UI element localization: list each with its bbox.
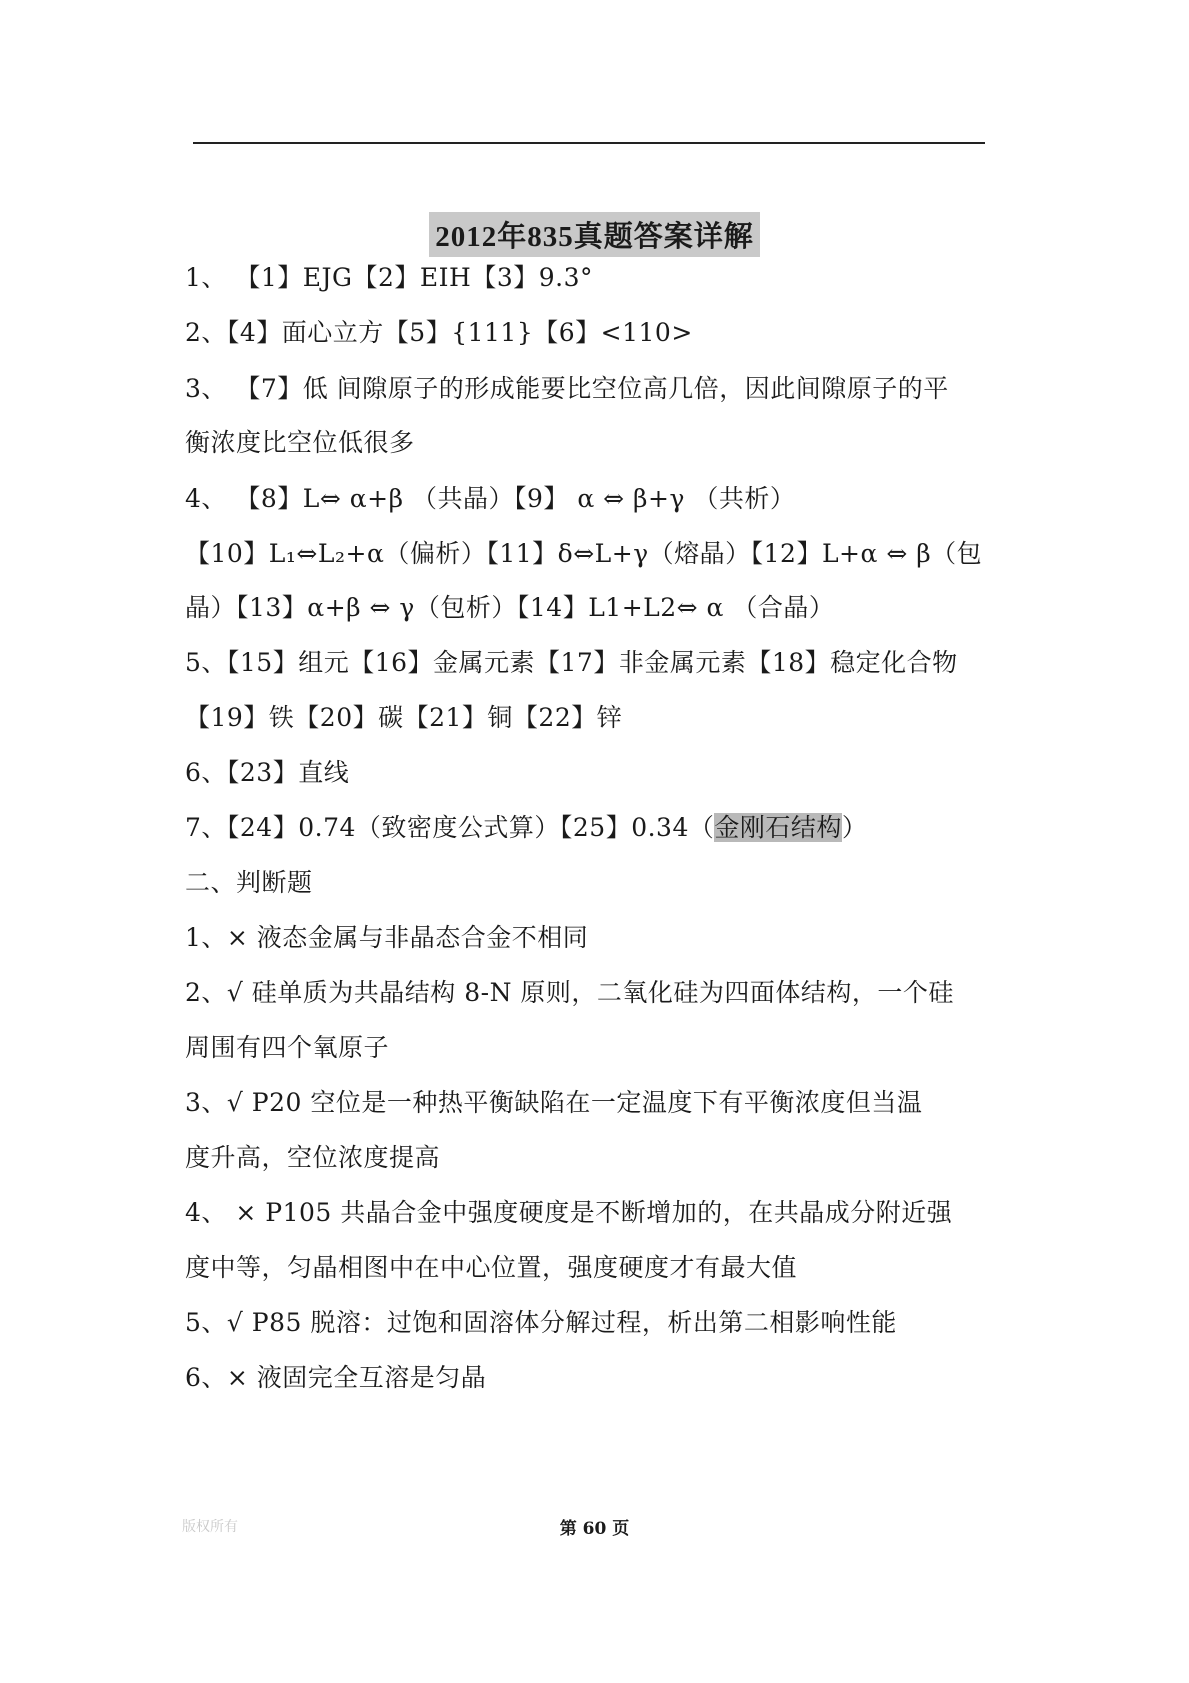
answer-line-2: 2、【4】面心立方【5】{111}【6】<110> — [185, 318, 693, 347]
judgement-line-6: 6、× 液固完全互溶是匀晶 — [185, 1363, 487, 1392]
answer-line-5: 5、【15】组元【16】金属元素【17】非金属元素【18】稳定化合物 — [185, 648, 958, 677]
answer-line-7-tail: ） — [841, 813, 868, 842]
answer-line-4-cont-1: 【10】L₁⇔L₂+α（偏析）【11】δ⇔L+γ（熔晶）【12】L+α ⇔ β（包 — [185, 539, 983, 568]
footer-copyright: 版权所有 — [182, 1519, 238, 1535]
section-heading-judgement: 二、判断题 — [185, 868, 313, 897]
judgement-line-4-cont: 度中等，匀晶相图中在中心位置，强度硬度才有最大值 — [185, 1253, 798, 1282]
judgement-line-3: 3、√ P20 空位是一种热平衡缺陷在一定温度下有平衡浓度但当温 — [185, 1088, 923, 1117]
highlighted-text: 金刚石结构 — [714, 813, 842, 842]
answer-line-3: 3、 【7】低 间隙原子的形成能要比空位高几倍，因此间隙原子的平 — [185, 374, 949, 403]
answer-line-5-cont: 【19】铁【20】碳【21】铜【22】锌 — [185, 703, 623, 732]
answer-line-3-cont: 衡浓度比空位低很多 — [185, 428, 415, 457]
answer-line-7-text: 7、【24】0.74（致密度公式算）【25】0.34（ — [185, 813, 715, 842]
page-number: 第 60 页 — [559, 1519, 630, 1539]
judgement-line-2: 2、√ 硅单质为共晶结构 8-N 原则，二氧化硅为四面体结构，一个硅 — [185, 978, 954, 1007]
header-rule — [193, 142, 985, 144]
judgement-line-5: 5、√ P85 脱溶：过饱和固溶体分解过程，析出第二相影响性能 — [185, 1308, 897, 1337]
answer-line-4: 4、 【8】L⇔ α+β （共晶）【9】 α ⇔ β+γ （共析） — [185, 484, 796, 513]
answer-line-1: 1、 【1】EJG【2】EIH【3】9.3° — [185, 263, 593, 292]
answer-line-7 — [185, 808, 867, 844]
judgement-line-4: 4、 × P105 共晶合金中强度硬度是不断增加的，在共晶成分附近强 — [185, 1198, 953, 1227]
answer-line-4-cont-2: 晶）【13】α+β ⇔ γ（包析）【14】L1+L2⇔ α （合晶） — [185, 593, 835, 622]
judgement-line-3-cont: 度升高，空位浓度提高 — [185, 1143, 441, 1172]
page-title: 2012年835真题答案详解 — [429, 212, 760, 257]
judgement-line-1: 1、× 液态金属与非晶态合金不相同 — [185, 923, 589, 952]
judgement-line-2-cont: 周围有四个氧原子 — [185, 1033, 390, 1062]
answer-line-6: 6、【23】直线 — [185, 758, 350, 787]
